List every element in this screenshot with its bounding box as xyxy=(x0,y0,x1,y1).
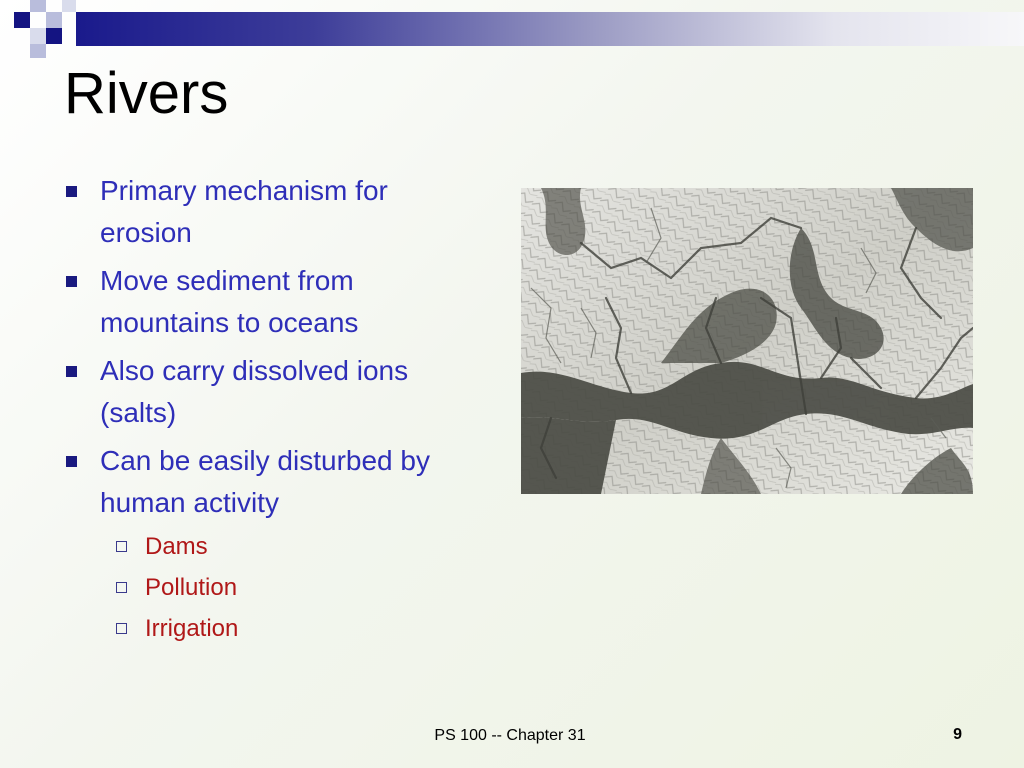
slide-title: Rivers xyxy=(64,61,229,126)
sub-bullet-item xyxy=(100,526,486,567)
decor-square xyxy=(30,0,46,12)
hollow-square-bullet-icon xyxy=(116,541,127,552)
header-decoration xyxy=(0,0,1024,62)
footer-text: PS 100 -- Chapter 31 xyxy=(434,727,586,744)
sub-bullet-item xyxy=(100,567,486,608)
bullet-list xyxy=(66,170,486,655)
square-bullet-icon xyxy=(66,366,77,377)
decor-square xyxy=(46,12,62,28)
square-bullet-icon xyxy=(66,456,77,467)
bullet-item xyxy=(66,170,486,254)
square-bullet-icon xyxy=(66,276,77,287)
sub-bullet-text: Irrigation xyxy=(145,615,239,642)
sub-bullet-text: Dams xyxy=(145,533,208,560)
bullet-text: Also carry dissolved ions (salts) xyxy=(100,355,409,428)
sub-bullet-list xyxy=(100,526,486,649)
bullet-text: Primary mechanism for erosion xyxy=(100,175,388,248)
decor-square xyxy=(30,28,46,44)
satellite-mountain-river-photo xyxy=(521,188,973,494)
decor-square xyxy=(46,28,62,44)
page-number: 9 xyxy=(953,726,962,743)
bullet-text: Move sediment from mountains to oceans xyxy=(100,265,359,338)
hollow-square-bullet-icon xyxy=(116,582,127,593)
bullet-item xyxy=(66,350,486,434)
square-bullet-icon xyxy=(66,186,77,197)
sub-bullet-item xyxy=(100,608,486,649)
decor-square xyxy=(62,0,76,12)
header-gradient-bar xyxy=(76,12,1024,46)
bullet-item xyxy=(66,440,486,649)
decor-square xyxy=(30,44,46,58)
bullet-item xyxy=(66,260,486,344)
bullet-text: Can be easily disturbed by human activity xyxy=(100,445,430,518)
hollow-square-bullet-icon xyxy=(116,623,127,634)
sub-bullet-text: Pollution xyxy=(145,574,238,601)
decor-square xyxy=(14,12,30,28)
